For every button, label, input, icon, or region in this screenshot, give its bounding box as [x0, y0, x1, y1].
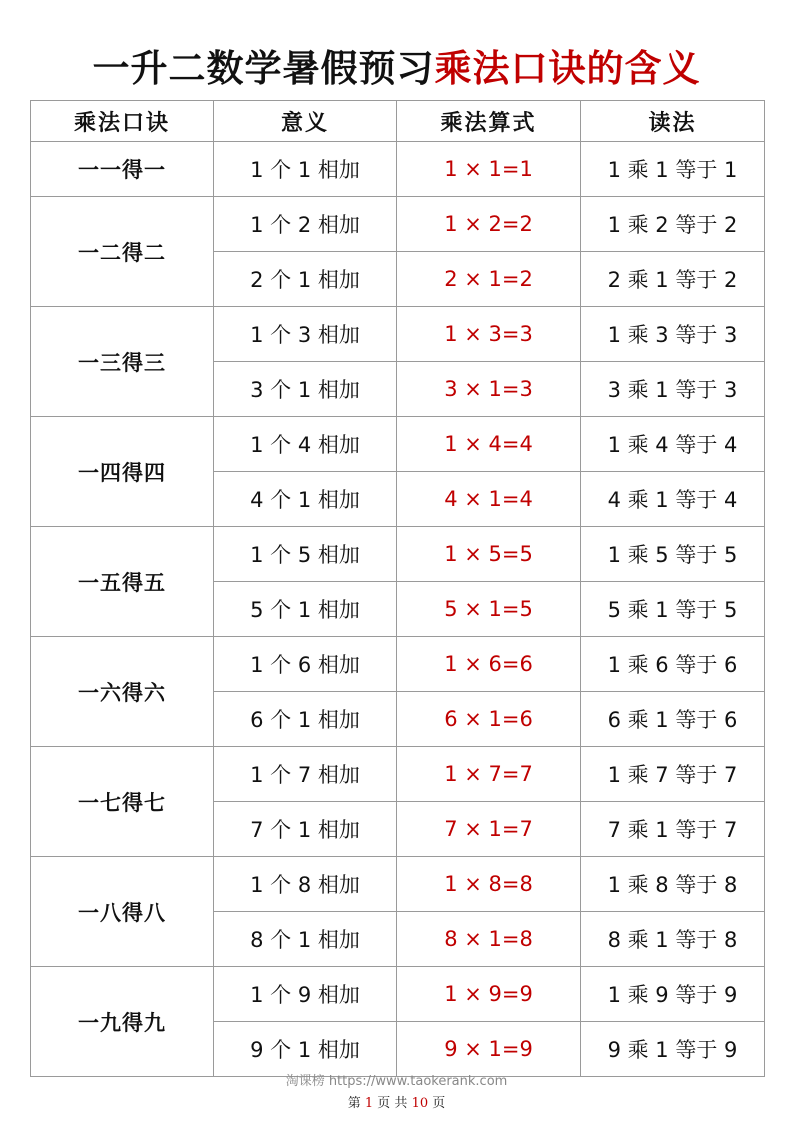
reading-cell: 9 乘 1 等于 9: [581, 1022, 765, 1077]
reading-cell: 1 乘 5 等于 5: [581, 527, 765, 582]
reading-cell: 4 乘 1 等于 4: [581, 472, 765, 527]
meaning-cell: 1 个 4 相加: [214, 417, 397, 472]
table-header-row: [31, 101, 765, 142]
table-row: [31, 527, 765, 582]
equation-cell: 1 × 1=1: [397, 142, 581, 197]
reading-cell: 2 乘 1 等于 2: [581, 252, 765, 307]
table-row: [31, 197, 765, 252]
meaning-cell: 1 个 3 相加: [214, 307, 397, 362]
pager-prefix: 第: [347, 1096, 361, 1111]
reading-cell: 6 乘 1 等于 6: [581, 692, 765, 747]
equation-cell: 5 × 1=5: [397, 582, 581, 637]
kou-cell: 一五得五: [31, 527, 214, 637]
meaning-cell: 1 个 2 相加: [214, 197, 397, 252]
header-reading: 读法: [581, 101, 765, 142]
meaning-cell: 1 个 9 相加: [214, 967, 397, 1022]
kou-cell: 一九得九: [31, 967, 214, 1077]
reading-cell: 8 乘 1 等于 8: [581, 912, 765, 967]
meaning-cell: 1 个 1 相加: [214, 142, 397, 197]
table-row: [31, 637, 765, 692]
kou-cell: 一七得七: [31, 747, 214, 857]
table-row: [31, 417, 765, 472]
kou-cell: 一三得三: [31, 307, 214, 417]
equation-cell: 1 × 4=4: [397, 417, 581, 472]
reading-cell: 1 乘 9 等于 9: [581, 967, 765, 1022]
reading-cell: 3 乘 1 等于 3: [581, 362, 765, 417]
meaning-cell: 1 个 8 相加: [214, 857, 397, 912]
kou-cell: 一六得六: [31, 637, 214, 747]
equation-cell: 4 × 1=4: [397, 472, 581, 527]
pager-middle: 页 共: [377, 1096, 408, 1111]
pager-current: 1: [364, 1096, 374, 1111]
table-row: [31, 747, 765, 802]
reading-cell: 1 乘 4 等于 4: [581, 417, 765, 472]
table-row: [31, 307, 765, 362]
equation-cell: 6 × 1=6: [397, 692, 581, 747]
meaning-cell: 6 个 1 相加: [214, 692, 397, 747]
meaning-cell: 7 个 1 相加: [214, 802, 397, 857]
equation-cell: 1 × 7=7: [397, 747, 581, 802]
reading-cell: 1 乘 6 等于 6: [581, 637, 765, 692]
table-row: [31, 857, 765, 912]
meaning-cell: 4 个 1 相加: [214, 472, 397, 527]
header-kou: 乘法口诀: [31, 101, 214, 142]
pager-suffix: 页: [432, 1096, 446, 1111]
reading-cell: 7 乘 1 等于 7: [581, 802, 765, 857]
page-indicator: [0, 1092, 793, 1111]
page-title: [0, 44, 793, 94]
watermark-text: 淘课榜 https://www.taokerank.com: [285, 1074, 508, 1089]
meaning-cell: 8 个 1 相加: [214, 912, 397, 967]
kou-cell: 一二得二: [31, 197, 214, 307]
equation-cell: 1 × 3=3: [397, 307, 581, 362]
table-row: [31, 142, 765, 197]
header-equation: 乘法算式: [397, 101, 581, 142]
meaning-cell: 9 个 1 相加: [214, 1022, 397, 1077]
kou-cell: 一八得八: [31, 857, 214, 967]
equation-cell: 8 × 1=8: [397, 912, 581, 967]
meaning-cell: 3 个 1 相加: [214, 362, 397, 417]
reading-cell: 1 乘 1 等于 1: [581, 142, 765, 197]
equation-cell: 2 × 1=2: [397, 252, 581, 307]
meaning-cell: 1 个 7 相加: [214, 747, 397, 802]
pager-total: 10: [411, 1096, 429, 1111]
meaning-cell: 1 个 6 相加: [214, 637, 397, 692]
equation-cell: 7 × 1=7: [397, 802, 581, 857]
equation-cell: 3 × 1=3: [397, 362, 581, 417]
meaning-cell: 1 个 5 相加: [214, 527, 397, 582]
table-row: [31, 967, 765, 1022]
equation-cell: 1 × 5=5: [397, 527, 581, 582]
equation-cell: 9 × 1=9: [397, 1022, 581, 1077]
meaning-cell: 5 个 1 相加: [214, 582, 397, 637]
equation-cell: 1 × 9=9: [397, 967, 581, 1022]
title-part-black: 一升二数学暑假预习: [92, 47, 435, 90]
kou-cell: 一一得一: [31, 142, 214, 197]
reading-cell: 5 乘 1 等于 5: [581, 582, 765, 637]
title-part-red: 乘法口诀的含义: [434, 47, 701, 90]
equation-cell: 1 × 8=8: [397, 857, 581, 912]
reading-cell: 1 乘 2 等于 2: [581, 197, 765, 252]
equation-cell: 1 × 6=6: [397, 637, 581, 692]
reading-cell: 1 乘 3 等于 3: [581, 307, 765, 362]
multiplication-table: [30, 100, 765, 1077]
meaning-cell: 2 个 1 相加: [214, 252, 397, 307]
kou-cell: 一四得四: [31, 417, 214, 527]
reading-cell: 1 乘 7 等于 7: [581, 747, 765, 802]
equation-cell: 1 × 2=2: [397, 197, 581, 252]
header-meaning: 意义: [214, 101, 397, 142]
reading-cell: 1 乘 8 等于 8: [581, 857, 765, 912]
